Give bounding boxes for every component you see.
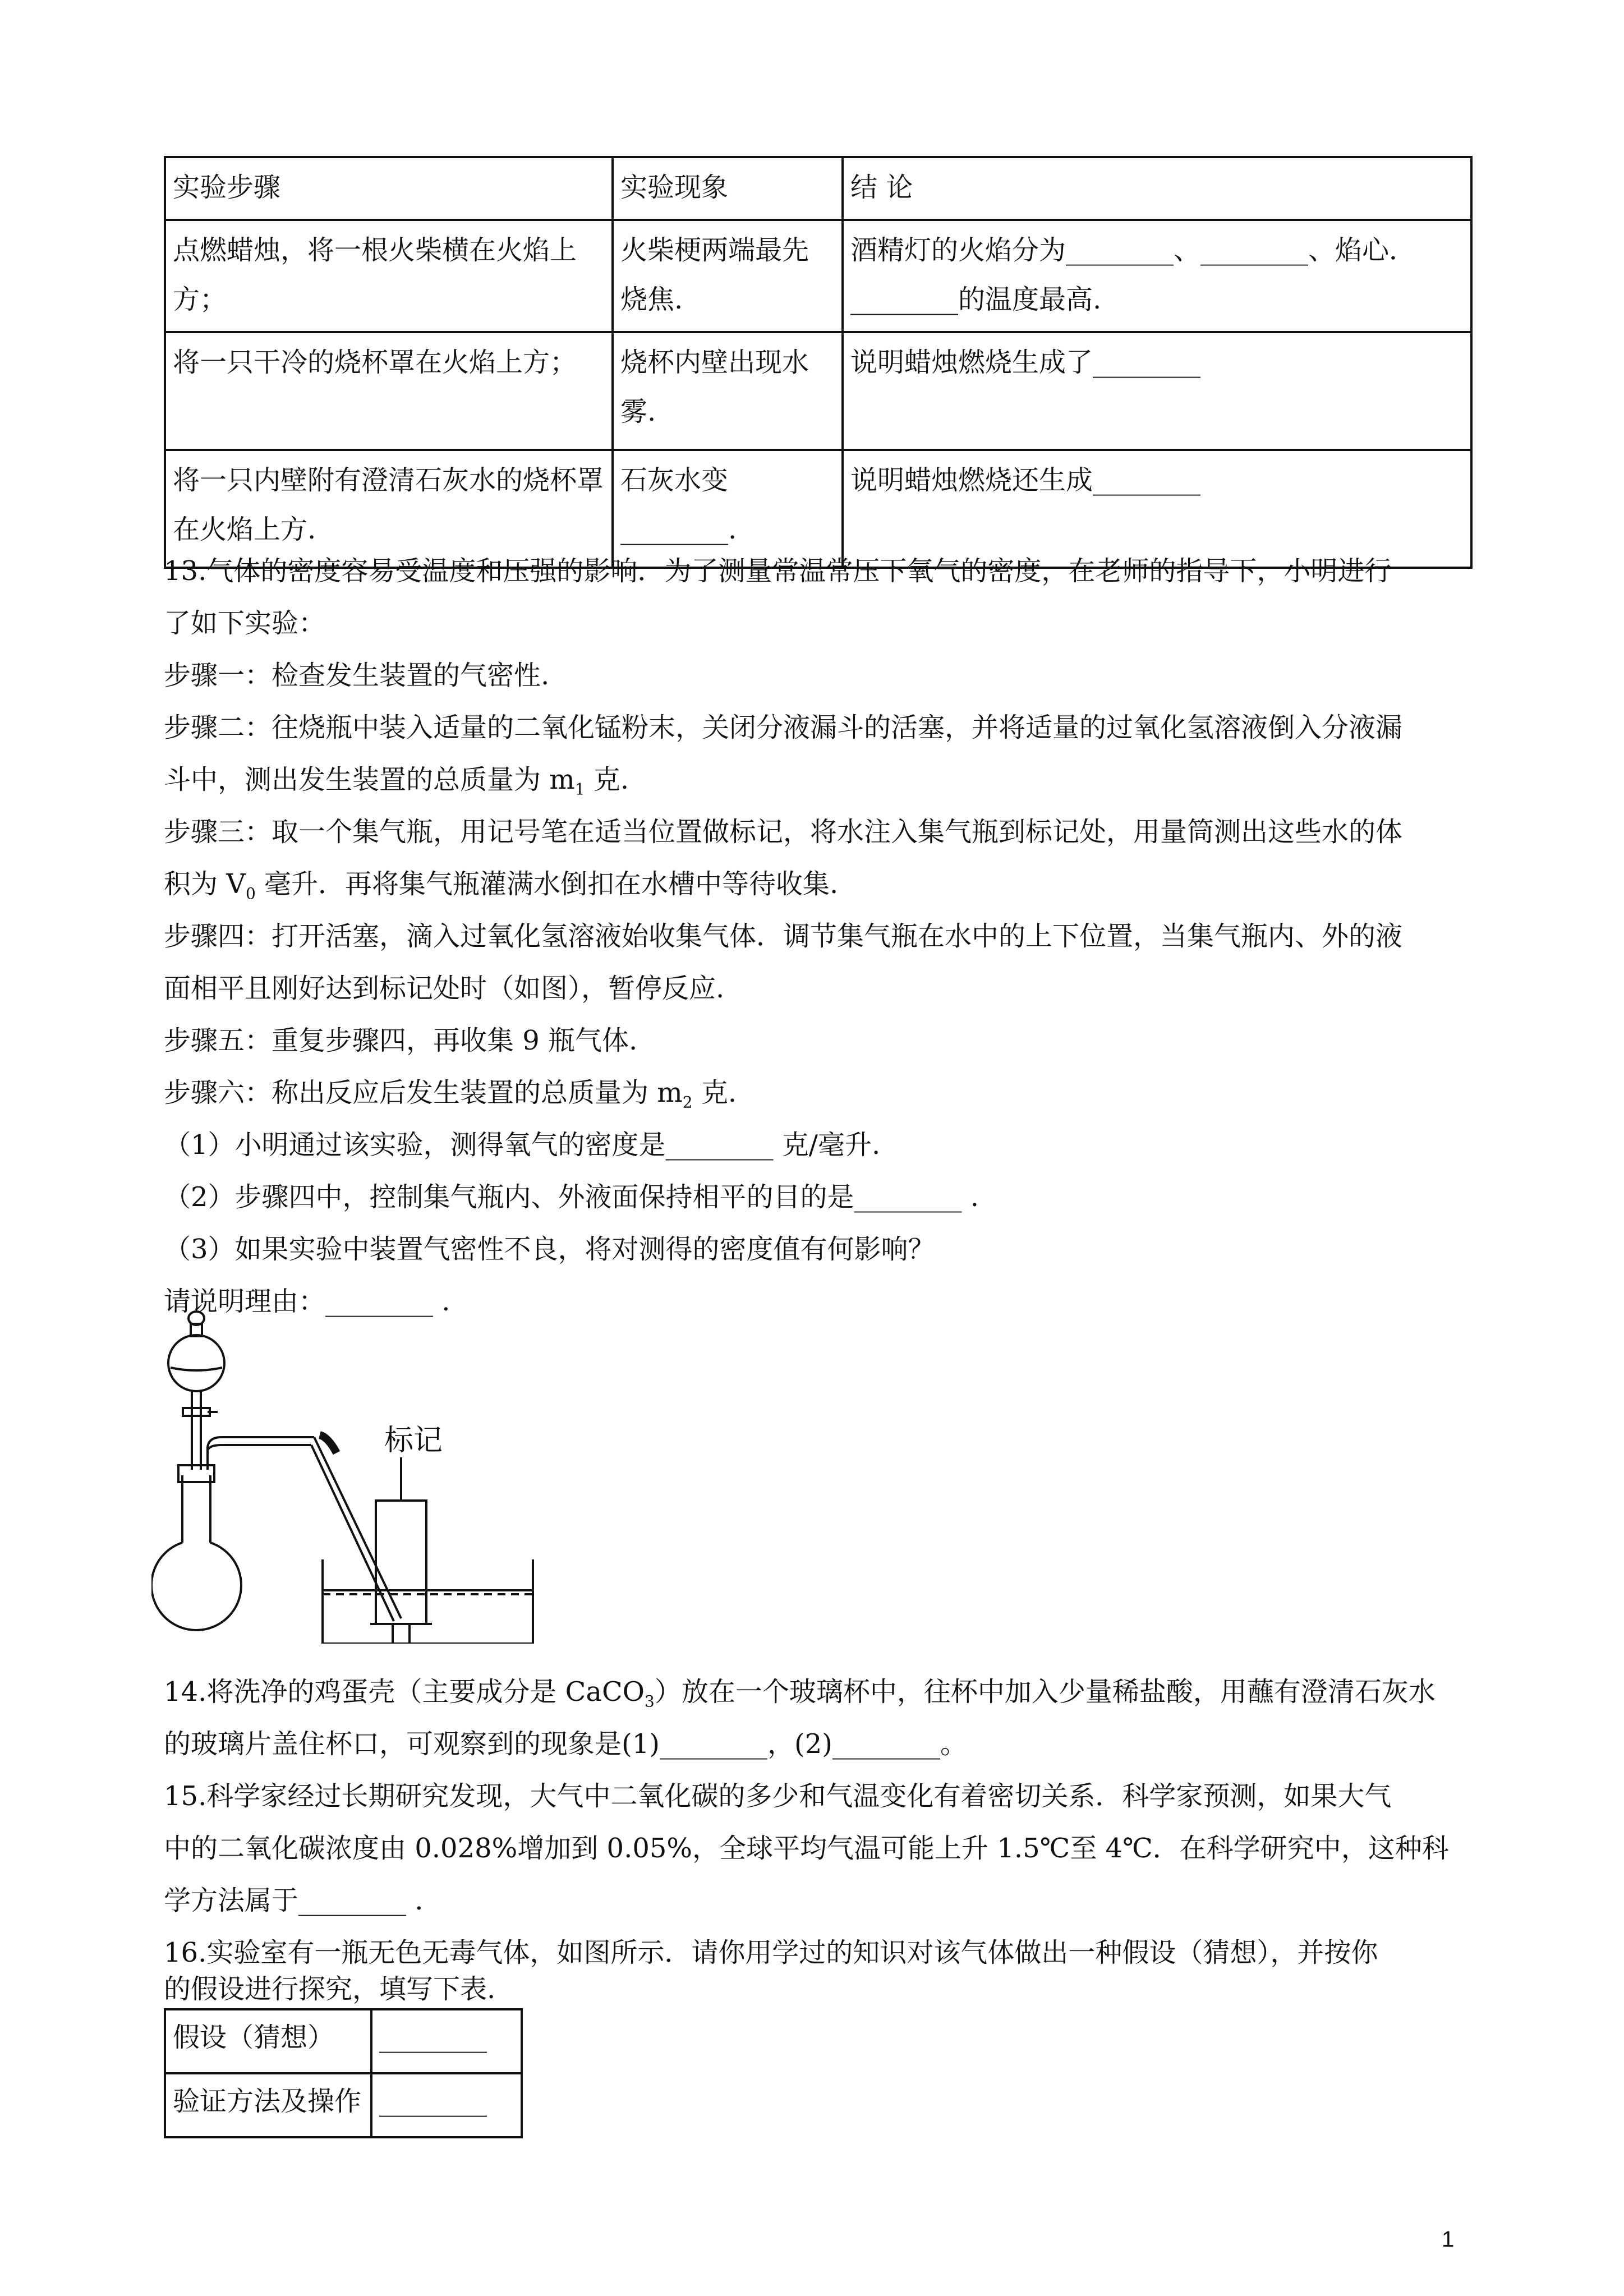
table-cell: ________ — [371, 2073, 522, 2137]
text: 14.将洗净的鸡蛋壳（主要成分是 CaCO — [164, 1676, 645, 1708]
header-conclusion: 结 论 — [843, 157, 1471, 220]
header-phenomenon: 实验现象 — [613, 157, 843, 220]
q14-line2: 的玻璃片盖住杯口，可观察到的现象是(1)________，(2)________。 — [164, 1728, 967, 1760]
text: 步骤六：称出反应后发生装置的总质量为 m — [164, 1077, 683, 1108]
text: ）放在一个玻璃杯中，往杯中加入少量稀盐酸，用蘸有澄清石灰水 — [654, 1676, 1436, 1708]
gas-jar — [376, 1501, 426, 1624]
funnel-liquid — [171, 1368, 222, 1370]
table-cell: 验证方法及操作 — [165, 2073, 371, 2137]
funnel-stopcock — [183, 1408, 210, 1416]
subscript: 3 — [645, 1692, 655, 1711]
table-row — [165, 2009, 522, 2073]
table-cell: 说明蜡烛燃烧还生成________ — [843, 450, 1471, 568]
text: 斗中，测出发生装置的总质量为 m — [164, 764, 575, 795]
q15-line2: 中的二氧化碳浓度由 0.028%增加到 0.05%，全球平均气温可能上升 1.5℃至 4℃．在科学研究中，这种科 — [164, 1833, 1449, 1864]
q15-line1: 15.科学家经过长期研究发现，大气中二氧化碳的多少和气温变化有着密切关系．科学家预测，如果大气 — [164, 1780, 1392, 1812]
text: 积为 V — [164, 868, 246, 900]
table-header-row — [165, 157, 1471, 220]
flask-stopper — [178, 1465, 214, 1482]
table-cell: 假设（猜想） — [165, 2009, 371, 2073]
table-cell: 石灰水变________. — [613, 450, 843, 568]
water-trough — [323, 1559, 533, 1644]
text: 克. — [585, 764, 629, 795]
q13-sub1: （1）小明通过该实验，测得氧气的密度是________ 克/毫升. — [164, 1129, 881, 1161]
q16-line1: 16.实验室有一瓶无色无毒气体，如图所示．请你用学过的知识对该气体做出一种假设（猜想），并按你 — [164, 1937, 1378, 1968]
q15-line3: 学方法属于________ . — [164, 1885, 424, 1916]
q13-step2a: 步骤二：往烧瓶中装入适量的二氧化锰粉末，关闭分液漏斗的活塞，并将适量的过氧化氢溶液倒入分液漏 — [164, 712, 1403, 743]
table-cell: 烧杯内壁出现水雾. — [613, 332, 843, 450]
funnel-bulb — [168, 1335, 224, 1391]
subscript: 1 — [574, 780, 585, 799]
subscript: 0 — [245, 884, 256, 903]
table-cell: 将一只内壁附有澄清石灰水的烧杯罩在火焰上方. — [165, 450, 613, 568]
table-cell: 说明蜡烛燃烧生成了________ — [843, 332, 1471, 450]
q13-step5: 步骤五：重复步骤四，再收集 9 瓶气体. — [164, 1025, 638, 1056]
subscript: 2 — [682, 1093, 693, 1112]
text: 毫升．再将集气瓶灌满水倒扣在水槽中等待收集. — [255, 868, 839, 900]
table-cell: 酒精灯的火焰分为________、________、焰心．________的温度最高. — [843, 220, 1471, 332]
table-cell: ________ — [371, 2009, 522, 2073]
table-cell: 将一只干冷的烧杯罩在火焰上方； — [165, 332, 613, 450]
text: 克. — [692, 1077, 737, 1108]
round-bottom-flask — [151, 1543, 241, 1630]
delivery-tube — [208, 1437, 314, 1470]
table-row — [165, 450, 1471, 568]
table-row — [165, 2073, 522, 2137]
page-number: 1 — [1442, 2227, 1455, 2252]
table-row — [165, 220, 1471, 332]
q13-line1: 13.气体的密度容易受温度和压强的影响．为了测量常温常压下氧气的密度，在老师的指导下，小明进行 — [164, 555, 1392, 587]
mark-label: 标记 — [384, 1424, 443, 1457]
q13-reason: 请说明理由：________ . — [164, 1286, 450, 1317]
gas-collection-apparatus-figure — [151, 1307, 544, 1644]
q13-step1: 步骤一：检查发生装置的气密性. — [164, 660, 550, 691]
table-cell: 火柴梗两端最先烧焦. — [613, 220, 843, 332]
q13-step6 — [164, 1073, 737, 1123]
q13-step4a: 步骤四：打开活塞，滴入过氧化氢溶液始收集气体．调节集气瓶在水中的上下位置，当集气瓶内、外的液 — [164, 921, 1403, 952]
rubber-tube — [320, 1435, 337, 1453]
hypothesis-table — [164, 2008, 523, 2138]
q13-line2: 了如下实验： — [164, 608, 326, 639]
q13-step2b — [164, 760, 629, 810]
q13-sub2: （2）步骤四中，控制集气瓶内、外液面保持相平的目的是________ . — [164, 1181, 979, 1213]
q13-step3b — [164, 864, 838, 914]
q13-step3a: 步骤三：取一个集气瓶，用记号笔在适当位置做标记，将水注入集气瓶到标记处，用量筒测出这些水的体 — [164, 816, 1403, 848]
experiment-table — [164, 156, 1473, 569]
q13-sub3: （3）如果实验中装置气密性不良，将对测得的密度值有何影响？ — [164, 1234, 935, 1265]
q14-line1 — [164, 1672, 1436, 1722]
q16-line2: 的假设进行探究，填写下表. — [164, 1973, 496, 2005]
header-steps: 实验步骤 — [165, 157, 613, 220]
table-row — [165, 332, 1471, 450]
q13-step4b: 面相平且刚好达到标记处时（如图），暂停反应. — [164, 973, 725, 1004]
table-cell: 点燃蜡烛，将一根火柴横在火焰上方； — [165, 220, 613, 332]
